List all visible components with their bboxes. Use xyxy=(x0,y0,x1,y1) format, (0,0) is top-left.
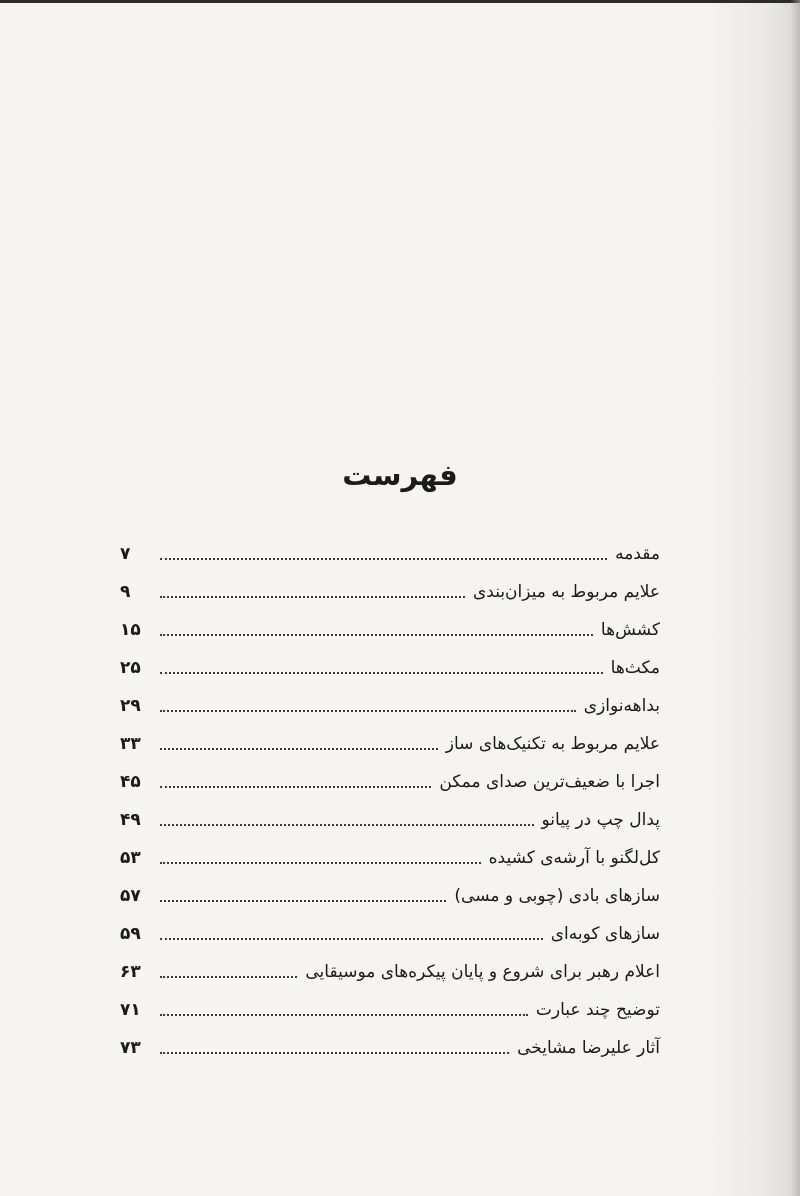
toc-row xyxy=(120,611,660,643)
dot-leader xyxy=(160,748,438,750)
page-title: فهرست xyxy=(342,458,458,492)
dot-leader xyxy=(160,634,593,636)
toc-page-number: ۵۷ xyxy=(120,886,141,906)
toc-page-number: ۱۵ xyxy=(120,620,141,640)
table-of-contents xyxy=(120,535,660,1075)
toc-entry-title: علایم مربوط به میزان‌بندی xyxy=(472,582,660,602)
dot-leader xyxy=(160,976,297,978)
toc-entry-title: آثار علیرضا مشایخی xyxy=(517,1038,660,1058)
dot-leader xyxy=(160,558,607,560)
toc-entry-title: اجرا با ضعیف‌ترین صدای ممکن xyxy=(439,772,660,792)
toc-entry-title: مقدمه xyxy=(615,544,660,564)
toc-row xyxy=(120,877,660,909)
toc-page-number: ۴۹ xyxy=(120,810,141,830)
toc-page-number: ۵۳ xyxy=(120,848,141,868)
toc-page-number: ۷۱ xyxy=(120,1000,141,1020)
dot-leader xyxy=(160,1052,509,1054)
dot-leader xyxy=(160,938,543,940)
toc-entry-title: اعلام رهبر برای شروع و پایان پیکره‌های موسیقایی xyxy=(305,962,660,982)
toc-row xyxy=(120,649,660,681)
toc-entry-title: سازهای بادی (چوبی و مسی) xyxy=(454,886,660,906)
dot-leader xyxy=(160,862,481,864)
dot-leader xyxy=(160,672,603,674)
page-top-edge xyxy=(0,0,800,3)
toc-row xyxy=(120,953,660,985)
toc-page-number: ۷۳ xyxy=(120,1038,141,1058)
toc-entry-title: پدال چپ در پیانو xyxy=(541,810,660,830)
toc-row xyxy=(120,839,660,871)
page-binding-shadow xyxy=(790,0,800,1196)
toc-entry-title: بداهه‌نوازی xyxy=(583,696,660,716)
toc-entry-title: توضیح چند عبارت xyxy=(535,1000,660,1020)
dot-leader xyxy=(160,786,431,788)
toc-page-number: ۵۹ xyxy=(120,924,141,944)
dot-leader xyxy=(160,710,576,712)
toc-page-number: ۲۵ xyxy=(120,658,141,678)
toc-row xyxy=(120,763,660,795)
toc-row xyxy=(120,725,660,757)
toc-page-number: ۳۳ xyxy=(120,734,141,754)
toc-row xyxy=(120,1029,660,1061)
toc-row xyxy=(120,687,660,719)
toc-entry-title: مکث‌ها xyxy=(610,658,660,678)
toc-entry-title: سازهای کوبه‌ای xyxy=(550,924,660,944)
toc-row xyxy=(120,915,660,947)
toc-row xyxy=(120,535,660,567)
toc-page-number: ۴۵ xyxy=(120,772,141,792)
toc-page-number: ۹ xyxy=(120,582,131,602)
toc-page-number: ۶۳ xyxy=(120,962,141,982)
dot-leader xyxy=(160,824,534,826)
toc-entry-title: کشش‌ها xyxy=(600,620,660,640)
toc-page-number: ۷ xyxy=(120,544,131,564)
toc-row xyxy=(120,801,660,833)
dot-leader xyxy=(160,900,446,902)
toc-page-number: ۲۹ xyxy=(120,696,141,716)
dot-leader xyxy=(160,1014,528,1016)
dot-leader xyxy=(160,596,465,598)
toc-row xyxy=(120,991,660,1023)
toc-entry-title: علایم مربوط به تکنیک‌های ساز xyxy=(445,734,660,754)
toc-row xyxy=(120,573,660,605)
toc-entry-title: کل‌لگنو با آرشه‌ی کشیده xyxy=(488,848,660,868)
